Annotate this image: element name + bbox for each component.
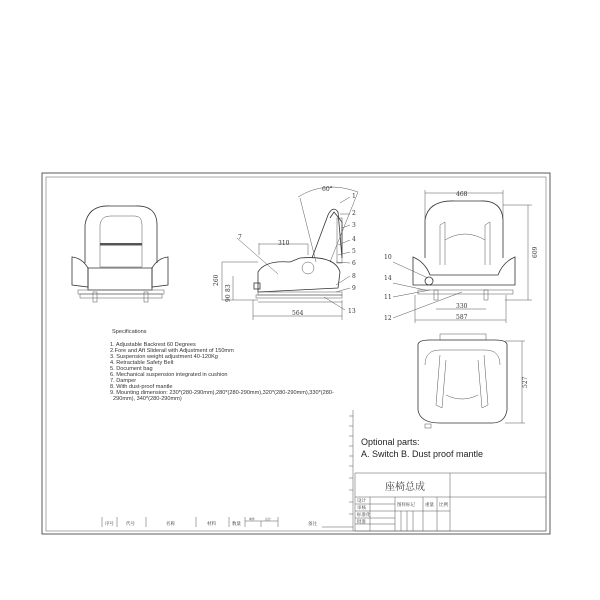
dim-h3: 90 — [225, 294, 232, 302]
callout-1: 1 — [352, 193, 356, 200]
col-quantity: 数量 — [232, 522, 241, 527]
spec-item: 4. Retractable Safety Belt — [110, 360, 174, 366]
dim-length: 564 — [292, 310, 304, 317]
col-remarks: 备注 — [308, 522, 317, 527]
side-view-drawing — [222, 187, 358, 320]
callout-12: 12 — [384, 315, 392, 322]
callout-8: 8 — [352, 273, 356, 280]
dim-base: 587 — [456, 314, 468, 321]
callout-4: 4 — [352, 236, 356, 243]
label-approval: 批准 — [357, 520, 366, 525]
spec-item: 9. Mounting dimension: 230*(280-290mm),280*(280-290mm),320*(280-290mm),330*(280- — [110, 390, 334, 396]
callout-11: 11 — [384, 294, 392, 301]
spec-item: 5. Document bag — [110, 366, 153, 372]
dim-h2: 83 — [225, 284, 232, 292]
callout-5: 5 — [352, 248, 356, 255]
callout-7: 7 — [238, 234, 242, 241]
title-block-grid — [355, 473, 546, 531]
callout-9: 9 — [352, 285, 356, 292]
ruler — [349, 410, 353, 531]
spec-item: 2.Fore and Aft Sliderail with Adjustment of 150mm — [110, 348, 234, 354]
col-index: 序号 — [105, 522, 114, 527]
specifications-list — [110, 342, 334, 402]
label-weight: 重量 — [425, 503, 434, 508]
specifications-title: Specifications — [112, 329, 147, 335]
angle-label: 60° — [322, 186, 333, 193]
label-scale: 比例 — [439, 503, 448, 508]
dim-height: 260 — [213, 274, 220, 286]
top-view-drawing — [418, 334, 525, 428]
callout-13: 13 — [348, 308, 356, 315]
callout-6: 6 — [352, 260, 356, 267]
dim-width: 468 — [456, 191, 468, 198]
label-standardization: 标准化 — [357, 513, 371, 518]
dim-mount: 330 — [456, 303, 468, 310]
spec-item: 6. Mechanical suspension integrated in cushion — [110, 372, 228, 378]
dim-seat-depth: 310 — [278, 240, 290, 247]
col-total: 总计 — [265, 517, 272, 521]
dim-depth: 527 — [522, 376, 529, 388]
rear-view-drawing — [72, 206, 168, 302]
spec-item: 290mm), 340*(280-290mm) — [113, 396, 182, 402]
spec-item: 7. Damper — [110, 378, 137, 384]
col-unit: 单件 — [249, 517, 256, 521]
callout-14: 14 — [384, 275, 392, 282]
drawing-title: 座椅总成 — [385, 482, 425, 493]
callout-2: 2 — [352, 210, 356, 217]
spec-item: 3. Suspension weight adjustment 40-120Kg — [110, 354, 218, 360]
optional-parts-items: A. Switch B. Dust proof mantle — [361, 449, 484, 459]
label-review: 审核 — [357, 506, 366, 511]
callout-3: 3 — [352, 222, 356, 229]
label-design: 设计 — [357, 499, 366, 504]
callout-10: 10 — [384, 254, 392, 261]
spec-item: 8. With dust-proof mantle — [110, 384, 173, 390]
optional-parts-title: Optional parts: — [361, 437, 420, 447]
label-drawing-mark: 图样标记 — [397, 503, 415, 508]
col-name: 名称 — [166, 522, 175, 527]
spec-item: 1. Adjustable Backrest 60 Degrees — [110, 342, 196, 348]
dim-front-height: 609 — [532, 246, 539, 258]
col-material: 材料 — [207, 522, 216, 527]
col-code: 代号 — [126, 522, 135, 527]
